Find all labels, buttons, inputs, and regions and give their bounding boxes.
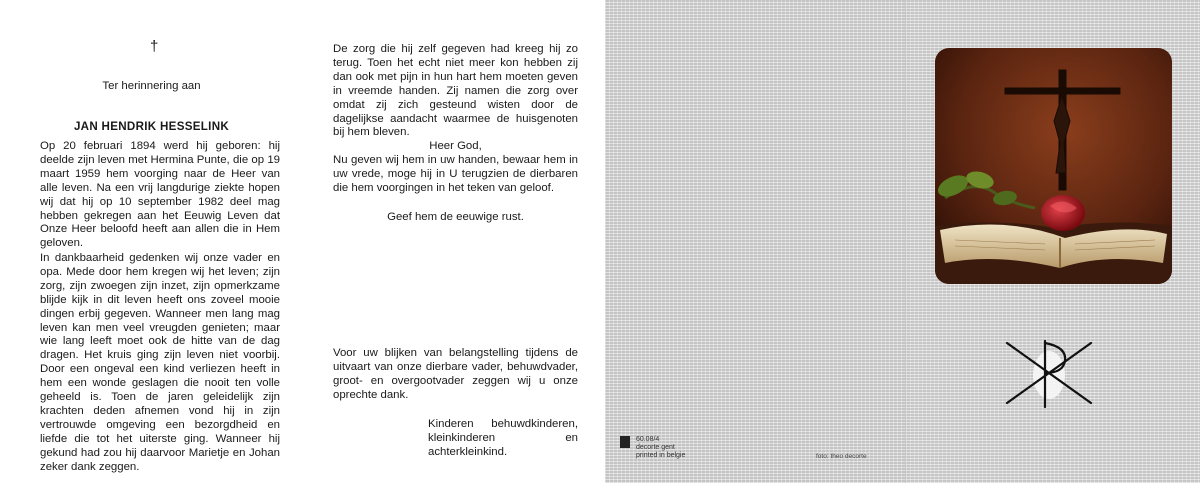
photo-credit: foto: theo decorte xyxy=(816,453,867,460)
remembrance-paragraph: In dankbaarheid gedenken wij onze vader en opa. Mede door hem kregen wij het leven; zijn zorg, zijn zwoegen zijn inzet, zijn opmerkzame blijde kijk in dit leven heeft ons zoveel mooie dingen erbij gegeven. Wanneer men lang mag leven kan men veel vreugden genieten; maar wie lang leeft moet ook de hitte van de dag dragen. Het kruis ging zijn leven niet voorbij. Door een ongeval een kind verliezen heeft in hem een wonde geslagen die nooit ten volle geheeld is. Toen de jaren geleidelijk zijn krachten deden afnemen vond hij in zijn vertrouwde omgeving een bezorgdheid en liefde die tot het uiterste ging. Wanneer hij gekund had zou hij daarvoor Marietje en Johan zeker dank zeggen. xyxy=(40,252,280,473)
chi-rho-icon xyxy=(1005,337,1095,414)
cover-back xyxy=(605,0,905,483)
print-code-origin: printed in belgie xyxy=(635,452,686,459)
thanks-paragraph: Voor uw blijken van belangstelling tijdens de uitvaart van onze dierbare vader, behuwdvader, groot- en overgootvader zeggen wij u onze oprechte dank. xyxy=(333,347,578,401)
care-paragraph: De zorg die hij zelf gegeven had kreeg hij zo terug. Toen het echt niet meer kon hebben zij dan ook met pijn in hun hart hem moeten geven in vreemde handen. Zij namen die zorg over omdat zij zich gesteund wisten door de dagelijkse aandacht waarmee de huisgenoten bij hem bleven. xyxy=(333,43,578,139)
middle-page xyxy=(303,0,605,483)
eternal-rest-line: Geef hem de eeuwige rust. xyxy=(387,211,524,223)
prayer-heading: Heer God, xyxy=(429,140,482,152)
left-page xyxy=(0,0,303,483)
deceased-name: JAN HENDRIK HESSELINK xyxy=(73,120,230,133)
cross-symbol: † xyxy=(150,38,159,55)
prayer-text: Nu geven wij hem in uw handen, bewaar hem in uw vrede, moge hij in U terugzien de dierbaren die hem voorgingen in het teken van geloof. xyxy=(333,154,578,194)
printer-code xyxy=(620,436,685,460)
biography-paragraph: Op 20 februari 1894 werd hij geboren: hij deelde zijn leven met Hermina Punte, die op 19 maart 1959 hem voorging naar de Heer van alle leven. Na een vrij langdurige ziekte hopen wij dat hij op 10 september 1982 deel mag hebben gekregen aan het Eeuwig Leven dat Onze Heer beloofd heeft aan allen die in Hem geloven. xyxy=(40,140,280,250)
family-signature: Kinderen behuwdkinderen, kleinkinderen en achterkleinkind. xyxy=(428,418,578,458)
print-code-number: 60.08/4 xyxy=(635,436,660,443)
print-code-printer: decorte gent xyxy=(635,444,675,451)
intro-text: Ter herinnering aan xyxy=(102,80,201,92)
crucifix-rose-bible-photo xyxy=(935,48,1172,284)
printer-logo-icon xyxy=(620,436,630,448)
